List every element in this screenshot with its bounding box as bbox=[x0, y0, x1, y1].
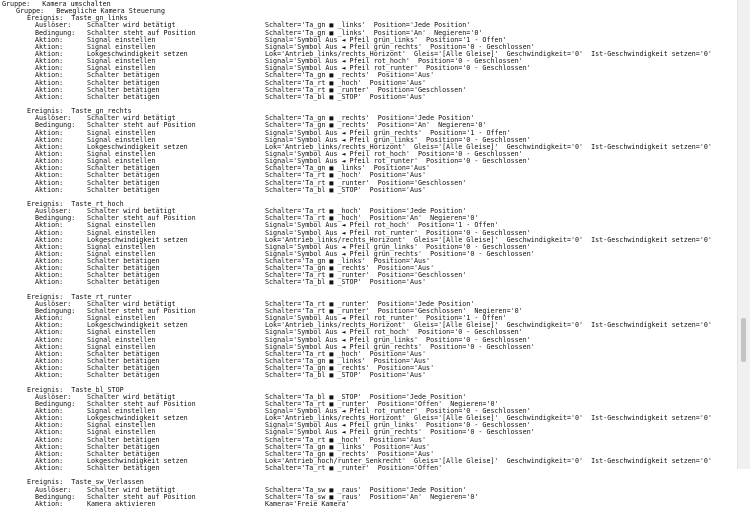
line-type: Signal einstellen bbox=[87, 407, 156, 416]
line-type: Schalter steht auf Position bbox=[87, 121, 196, 130]
line-type: Schalter betätigen bbox=[87, 357, 160, 366]
line-details: Signal='Symbol Aus ◄ Pfeil rot_runter' Position='0 - Geschlossen' bbox=[265, 228, 531, 237]
line-type: Schalter betätigen bbox=[87, 371, 160, 380]
line-type: Signal einstellen bbox=[87, 42, 156, 51]
line-label: Aktion: bbox=[35, 42, 64, 51]
event-step-row bbox=[0, 94, 738, 101]
line-details: Signal='Symbol Aus ◄ Pfeil grün_rechts' Position='0 - Geschlossen' bbox=[265, 42, 535, 51]
vertical-scrollbar[interactable] bbox=[737, 0, 750, 469]
line-details: Schalter='Ta_bl ■ _STOP' Position='Aus' bbox=[265, 371, 427, 380]
line-type: Schalter betätigen bbox=[87, 271, 160, 280]
line-details: Lok='Antrieb_hoch/runter_Senkrecht' Gleis='[Alle Gleise]' Geschwindigkeit='0' Ist-Geschwindigkeit setzen='0' bbox=[265, 457, 712, 465]
line-label: Ereignis: Taste_rt_hoch bbox=[27, 199, 124, 208]
line-details: Signal='Symbol Aus ◄ Pfeil grün_rechts' Position='0 - Geschlossen' bbox=[265, 428, 535, 437]
line-type: Schalter steht auf Position bbox=[87, 399, 196, 408]
line-label: Auslöser: bbox=[35, 114, 72, 123]
line-label: Aktion: bbox=[35, 335, 64, 344]
line-label: Ereignis: Taste_sw_Verlassen bbox=[27, 478, 144, 487]
line-type: Schalter betätigen bbox=[87, 71, 160, 80]
line-type: Schalter betätigen bbox=[87, 257, 160, 266]
line-type: Schalter steht auf Position bbox=[87, 492, 196, 501]
line-details: Schalter='Ta_sw ■ _raus' Position='An' Negieren='0' bbox=[265, 492, 479, 501]
line-type: Schalter betätigen bbox=[87, 178, 160, 187]
line-type: Signal einstellen bbox=[87, 128, 156, 137]
line-details: Schalter='Ta_rt ■ _runter' Position='Geschlossen' bbox=[265, 271, 467, 280]
line-type: Schalter steht auf Position bbox=[87, 307, 196, 316]
line-details: Schalter='Ta_gn ■ _rechts' Position='Aus' bbox=[265, 364, 435, 373]
line-details: Signal='Symbol Aus ◄ Pfeil grün_links' Position='0 - Geschlossen' bbox=[265, 335, 531, 344]
line-details: Schalter='Ta_rt ■ _hoch' Position='Aus' bbox=[265, 435, 427, 444]
line-label: Aktion: bbox=[35, 178, 64, 187]
line-label: Ereignis: Taste_gn_links bbox=[27, 14, 128, 23]
line-details: Schalter='Ta_rt ■ _hoch' Position='Aus' bbox=[265, 78, 427, 87]
line-details: Schalter='Ta_rt ■ _runter' Position='Geschlossen' bbox=[265, 178, 467, 187]
line-details: Signal='Symbol Aus ◄ Pfeil rot_hoch' Position='0 - Geschlossen' bbox=[265, 328, 523, 337]
event-step-row bbox=[0, 501, 738, 508]
line-type: Lokgeschwindigkeit setzen bbox=[87, 321, 188, 330]
line-type: Signal einstellen bbox=[87, 149, 156, 158]
line-label: Aktion: bbox=[35, 257, 64, 266]
line-type: Schalter betätigen bbox=[87, 85, 160, 94]
line-label: Aktion: bbox=[35, 185, 64, 194]
line-type: Signal einstellen bbox=[87, 228, 156, 237]
line-label: Aktion: bbox=[35, 242, 64, 251]
line-type: Signal einstellen bbox=[87, 57, 156, 66]
line-type: Schalter wird betätigt bbox=[87, 299, 176, 308]
line-type: Schalter wird betätigt bbox=[87, 392, 176, 401]
line-type: Schalter betätigen bbox=[87, 164, 160, 173]
line-label: Aktion: bbox=[35, 71, 64, 80]
line-type: Schalter betätigen bbox=[87, 264, 160, 273]
line-details: Schalter='Ta_gn ■ _links' Position='Aus' bbox=[265, 164, 431, 173]
line-type: Kamera aktivieren bbox=[87, 499, 156, 508]
line-label: Bedingung: bbox=[35, 121, 76, 130]
event-step-row bbox=[0, 279, 738, 286]
line-details: Schalter='Ta_bl ■ _STOP' Position='Aus' bbox=[265, 92, 427, 101]
line-details: Lok='Antrieb_links/rechts_Horizont' Gleis='[Alle Gleise]' Geschwindigkeit='0' Ist-Geschwindigkeit setzen='0' bbox=[265, 235, 712, 244]
line-type: Schalter wird betätigt bbox=[87, 485, 176, 494]
line-label: Aktion: bbox=[35, 314, 64, 323]
line-details: Schalter='Ta_gn ■ _rechts' Position='An' Negieren='0' bbox=[265, 121, 487, 130]
line-details: Schalter='Ta_bl ■ _STOP' Position='Aus' bbox=[265, 278, 427, 287]
line-label: Aktion: bbox=[35, 249, 64, 258]
line-label: Aktion: bbox=[35, 149, 64, 158]
line-details: Signal='Symbol Aus ◄ Pfeil rot_runter' Position='1 - Offen' bbox=[265, 314, 507, 323]
line-label: Aktion: bbox=[35, 92, 64, 101]
line-label: Aktion: bbox=[35, 464, 64, 473]
line-label: Aktion: bbox=[35, 421, 64, 430]
line-details: Lok='Antrieb_links/rechts_Horizont' Gleis='[Alle Gleise]' Geschwindigkeit='0' Ist-Geschwindigkeit setzen='0' bbox=[265, 49, 712, 58]
line-details: Schalter='Ta_gn ■ _rechts' Position='Jede Position' bbox=[265, 114, 475, 123]
line-details: Signal='Symbol Aus ◄ Pfeil grün_links' Position='0 - Geschlossen' bbox=[265, 135, 531, 144]
line-label: Aktion: bbox=[35, 364, 64, 373]
line-label: Auslöser: bbox=[35, 299, 72, 308]
line-details: Schalter='Ta_rt ■ _hoch' Position='Aus' bbox=[265, 171, 427, 180]
line-details: Lok='Antrieb_links/rechts_Horizont' Gleis='[Alle Gleise]' Geschwindigkeit='0' Ist-Geschwindigkeit setzen='0' bbox=[265, 142, 712, 151]
line-details: Signal='Symbol Aus ◄ Pfeil rot_hoch' Position='1 - Offen' bbox=[265, 221, 499, 230]
line-details: Schalter='Ta_rt ■ _runter' Position='Jede Position' bbox=[265, 299, 475, 308]
line-details: Signal='Symbol Aus ◄ Pfeil grün_rechts' Position='0 - Geschlossen' bbox=[265, 342, 535, 351]
line-type: Lokgeschwindigkeit setzen bbox=[87, 49, 188, 58]
line-label: Aktion: bbox=[35, 78, 64, 87]
line-type: Lokgeschwindigkeit setzen bbox=[87, 414, 188, 423]
line-label: Aktion: bbox=[35, 435, 64, 444]
line-details: Signal='Symbol Aus ◄ Pfeil rot_runter' Position='0 - Geschlossen' bbox=[265, 64, 531, 73]
line-type: Signal einstellen bbox=[87, 428, 156, 437]
line-type: Schalter steht auf Position bbox=[87, 214, 196, 223]
line-type: Signal einstellen bbox=[87, 314, 156, 323]
line-details: Schalter='Ta_rt ■ _runter' Position='Geschlossen' bbox=[265, 85, 467, 94]
event-step-row bbox=[0, 372, 738, 379]
line-label: Aktion: bbox=[35, 49, 64, 58]
line-type: Schalter betätigen bbox=[87, 278, 160, 287]
line-details: Schalter='Ta_gn ■ _links' Position='Aus' bbox=[265, 257, 431, 266]
line-details: Schalter='Ta_gn ■ _links' Position='Aus' bbox=[265, 357, 431, 366]
line-details: Signal='Symbol Aus ◄ Pfeil rot_runter' Position='0 - Geschlossen' bbox=[265, 157, 531, 166]
line-type: Lokgeschwindigkeit setzen bbox=[87, 457, 188, 465]
line-type: Signal einstellen bbox=[87, 64, 156, 73]
line-label: Aktion: bbox=[35, 221, 64, 230]
line-label: Auslöser: bbox=[35, 392, 72, 401]
line-type: Signal einstellen bbox=[87, 35, 156, 44]
line-label: Gruppe: Kamera umschalten bbox=[2, 0, 111, 8]
line-details: Lok='Antrieb_links/rechts_Horizont' Gleis='[Alle Gleise]' Geschwindigkeit='0' Ist-Geschwindigkeit setzen='0' bbox=[265, 414, 712, 423]
line-label: Bedingung: bbox=[35, 214, 76, 223]
line-details: Schalter='Ta_gn ■ _rechts' Position='Aus' bbox=[265, 449, 435, 458]
line-label: Auslöser: bbox=[35, 485, 72, 494]
event-step-row bbox=[0, 187, 738, 194]
line-label: Auslöser: bbox=[35, 207, 72, 216]
line-type: Lokgeschwindigkeit setzen bbox=[87, 142, 188, 151]
line-label: Aktion: bbox=[35, 428, 64, 437]
line-label: Aktion: bbox=[35, 64, 64, 73]
line-type: Signal einstellen bbox=[87, 328, 156, 337]
line-details: Signal='Symbol Aus ◄ Pfeil rot_runter' Position='0 - Geschlossen' bbox=[265, 407, 531, 416]
line-type: Schalter betätigen bbox=[87, 185, 160, 194]
line-type: Signal einstellen bbox=[87, 342, 156, 351]
line-details: Schalter='Ta_rt ■ _hoch' Position='An' Negieren='0' bbox=[265, 214, 479, 223]
line-label: Aktion: bbox=[35, 271, 64, 280]
line-type: Signal einstellen bbox=[87, 221, 156, 230]
line-label: Aktion: bbox=[35, 349, 64, 358]
line-label: Bedingung: bbox=[35, 307, 76, 316]
line-details: Schalter='Ta_sw ■ _raus' Position='Jede Position' bbox=[265, 485, 467, 494]
line-details: Schalter='Ta_rt ■ _hoch' Position='Jede Position' bbox=[265, 207, 467, 216]
line-type: Schalter betätigen bbox=[87, 349, 160, 358]
line-type: Schalter steht auf Position bbox=[87, 28, 196, 37]
line-details: Schalter='Ta_gn ■ _links' Position='An' Negieren='0' bbox=[265, 28, 483, 37]
line-type: Schalter betätigen bbox=[87, 435, 160, 444]
line-label: Aktion: bbox=[35, 142, 64, 151]
line-label: Ereignis: Taste_rt_runter bbox=[27, 292, 132, 301]
line-type: Schalter betätigen bbox=[87, 78, 160, 87]
line-details: Signal='Symbol Aus ◄ Pfeil grün_rechts' Position='0 - Geschlossen' bbox=[265, 249, 535, 258]
line-type: Signal einstellen bbox=[87, 157, 156, 166]
line-label: Aktion: bbox=[35, 342, 64, 351]
line-details: Schalter='Ta_gn ■ _rechts' Position='Aus' bbox=[265, 264, 435, 273]
line-type: Schalter wird betätigt bbox=[87, 207, 176, 216]
line-label: Aktion: bbox=[35, 457, 64, 465]
line-type: Schalter betätigen bbox=[87, 464, 160, 473]
line-label: Aktion: bbox=[35, 264, 64, 273]
line-type: Schalter betätigen bbox=[87, 442, 160, 451]
line-details: Schalter='Ta_gn ■ _links' Position='Jede Position' bbox=[265, 21, 471, 30]
line-type: Signal einstellen bbox=[87, 249, 156, 258]
line-details: Schalter='Ta_rt ■ _runter' Position='Geschlossen' Negieren='0' bbox=[265, 307, 523, 316]
line-label: Aktion: bbox=[35, 407, 64, 416]
line-type: Schalter betätigen bbox=[87, 364, 160, 373]
line-label: Bedingung: bbox=[35, 28, 76, 37]
line-label: Aktion: bbox=[35, 235, 64, 244]
line-type: Signal einstellen bbox=[87, 242, 156, 251]
line-label: Ereignis: Taste_gn_rechts bbox=[27, 107, 132, 116]
line-type: Signal einstellen bbox=[87, 421, 156, 430]
line-type: Lokgeschwindigkeit setzen bbox=[87, 235, 188, 244]
scrollbar-thumb[interactable] bbox=[741, 318, 746, 362]
line-label: Aktion: bbox=[35, 35, 64, 44]
line-details: Signal='Symbol Aus ◄ Pfeil grün_links' Position='1 - Offen' bbox=[265, 35, 507, 44]
line-label: Aktion: bbox=[35, 157, 64, 166]
line-label: Bedingung: bbox=[35, 399, 76, 408]
line-details: Schalter='Ta_rt ■ _runter' Position='Offen' bbox=[265, 464, 443, 473]
line-label: Aktion: bbox=[35, 128, 64, 137]
line-type: Signal einstellen bbox=[87, 135, 156, 144]
line-label: Aktion: bbox=[35, 85, 64, 94]
line-label: Aktion: bbox=[35, 357, 64, 366]
line-label: Aktion: bbox=[35, 499, 64, 508]
line-label: Aktion: bbox=[35, 442, 64, 451]
line-type: Schalter wird betätigt bbox=[87, 21, 176, 30]
line-details: Schalter='Ta_rt ■ _hoch' Position='Aus' bbox=[265, 349, 427, 358]
line-label: Auslöser: bbox=[35, 21, 72, 30]
line-label: Aktion: bbox=[35, 328, 64, 337]
line-label: Aktion: bbox=[35, 414, 64, 423]
line-label: Bedingung: bbox=[35, 492, 76, 501]
line-details: Signal='Symbol Aus ◄ Pfeil grün_links' Position='0 - Geschlossen' bbox=[265, 242, 531, 251]
line-type: Schalter wird betätigt bbox=[87, 114, 176, 123]
line-label: Aktion: bbox=[35, 57, 64, 66]
line-label: Aktion: bbox=[35, 321, 64, 330]
line-label: Aktion: bbox=[35, 228, 64, 237]
line-details: Schalter='Ta_bl ■ _STOP' Position='Aus' bbox=[265, 185, 427, 194]
line-details: Signal='Symbol Aus ◄ Pfeil grün_links' Position='0 - Geschlossen' bbox=[265, 421, 531, 430]
line-type: Signal einstellen bbox=[87, 335, 156, 344]
line-details: Schalter='Ta_gn ■ _links' Position='Aus' bbox=[265, 442, 431, 451]
line-label: Ereignis: Taste_bl_STOP bbox=[27, 385, 124, 394]
line-label: Aktion: bbox=[35, 449, 64, 458]
line-type: Schalter betätigen bbox=[87, 449, 160, 458]
line-label: Aktion: bbox=[35, 371, 64, 380]
line-label: Aktion: bbox=[35, 135, 64, 144]
line-details: Signal='Symbol Aus ◄ Pfeil grün_rechts' Position='1 - Offen' bbox=[265, 128, 511, 137]
line-type: Schalter betätigen bbox=[87, 171, 160, 180]
line-details: Lok='Antrieb_links/rechts_Horizont' Gleis='[Alle Gleise]' Geschwindigkeit='0' Ist-Geschwindigkeit setzen='0' bbox=[265, 321, 712, 330]
event-step-row bbox=[0, 465, 738, 472]
line-label: Aktion: bbox=[35, 164, 64, 173]
line-type: Schalter betätigen bbox=[87, 92, 160, 101]
line-details: Schalter='Ta_bl ■ _STOP' Position='Jede Position' bbox=[265, 392, 467, 401]
line-details: Signal='Symbol Aus ◄ Pfeil rot_hoch' Position='0 - Geschlossen' bbox=[265, 57, 523, 66]
line-details: Schalter='Ta_gn ■ _rechts' Position='Aus' bbox=[265, 71, 435, 80]
line-label: Aktion: bbox=[35, 171, 64, 180]
line-details: Kamera='Freie Kamera' bbox=[265, 499, 350, 508]
line-details: Schalter='Ta_rt ■ _runter' Position='Offen' Negieren='0' bbox=[265, 399, 499, 408]
line-label: Aktion: bbox=[35, 278, 64, 287]
line-label: Gruppe: Bewegliche Kamera Steuerung bbox=[16, 7, 165, 16]
line-details: Signal='Symbol Aus ◄ Pfeil rot_hoch' Position='0 - Geschlossen' bbox=[265, 149, 523, 158]
